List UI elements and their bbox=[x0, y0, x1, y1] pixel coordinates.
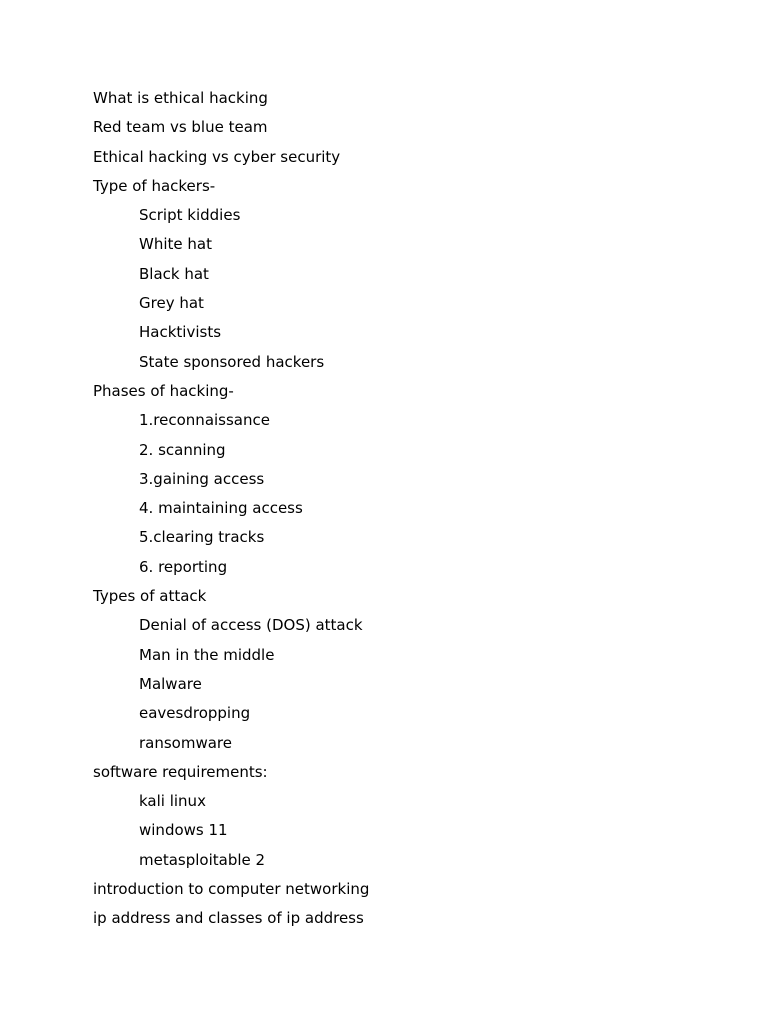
list-item: 1.reconnaissance bbox=[139, 411, 270, 430]
topic-heading: Ethical hacking vs cyber security bbox=[93, 147, 341, 166]
topic-heading: Red team vs blue team bbox=[93, 118, 268, 137]
list-item: Black hat bbox=[139, 264, 209, 283]
list-item: 5.clearing tracks bbox=[139, 528, 265, 547]
list-item: 2. scanning bbox=[139, 440, 226, 459]
topic-heading: software requirements: bbox=[93, 762, 268, 781]
list-item: 3.gaining access bbox=[139, 469, 265, 488]
list-item: Man in the middle bbox=[139, 645, 275, 664]
list-item: Malware bbox=[139, 674, 202, 693]
topic-heading: What is ethical hacking bbox=[93, 89, 268, 107]
list-item: 6. reporting bbox=[139, 557, 228, 576]
list-item: State sponsored hackers bbox=[139, 352, 325, 371]
list-item: 4. maintaining access bbox=[139, 499, 303, 518]
document-body bbox=[93, 84, 369, 934]
list-item: Grey hat bbox=[139, 294, 204, 313]
topic-heading: Type of hackers- bbox=[93, 176, 216, 195]
list-item: Denial of access (DOS) attack bbox=[139, 616, 363, 635]
topic-heading: Phases of hacking- bbox=[93, 381, 234, 400]
list-item: ransomware bbox=[139, 733, 232, 752]
list-item: windows 11 bbox=[139, 821, 228, 840]
list-item: metasploitable 2 bbox=[139, 850, 266, 869]
list-item: Hacktivists bbox=[139, 323, 222, 342]
topic-heading: Types of attack bbox=[93, 587, 207, 606]
list-item: kali linux bbox=[139, 792, 206, 811]
list-item: eavesdropping bbox=[139, 704, 251, 723]
topic-heading: introduction to computer networking bbox=[93, 880, 370, 899]
list-item: Script kiddies bbox=[139, 206, 241, 225]
list-item: White hat bbox=[139, 235, 212, 254]
topic-heading: ip address and classes of ip address bbox=[93, 909, 364, 928]
